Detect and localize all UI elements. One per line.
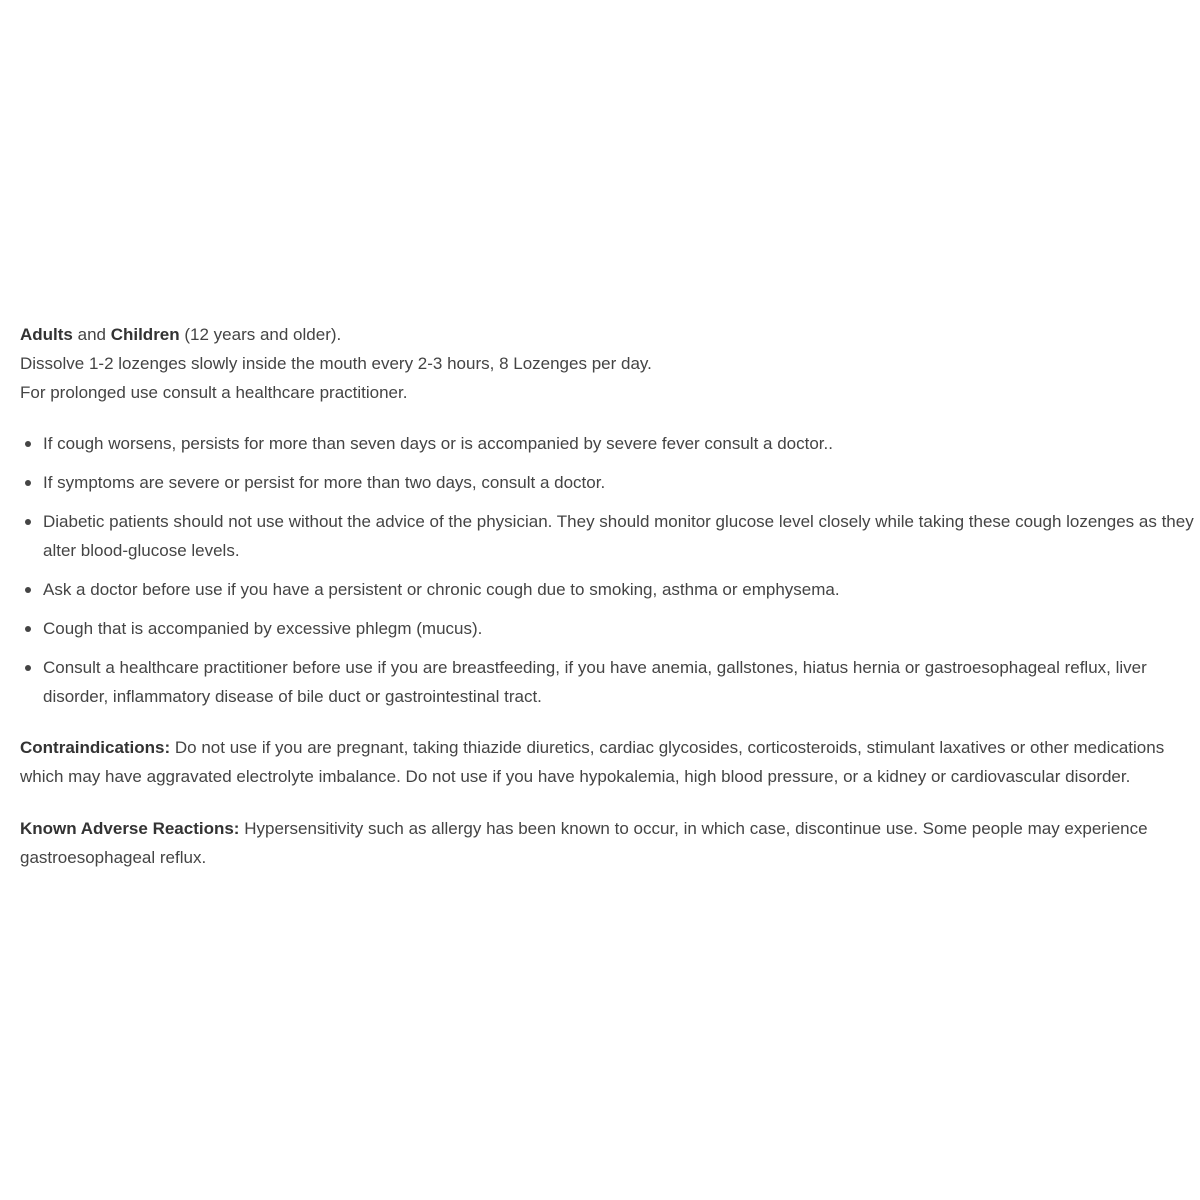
and-text: and: [72, 325, 111, 344]
contraindications-label: Contraindications:: [20, 738, 171, 757]
contraindications-paragraph: [20, 733, 1195, 791]
list-item: [20, 468, 1195, 497]
list-item: [20, 429, 1195, 458]
adults-label: Adults: [20, 325, 73, 344]
adverse-reactions-label: Known Adverse Reactions:: [20, 819, 240, 838]
bullet-icon: [25, 519, 31, 525]
adverse-reactions-text: Hypersensitivity such as allergy has been known to occur, in which case, discontinue use. Some people may experience gastroesophageal reflux.: [20, 819, 1148, 867]
bullet-icon: [25, 480, 31, 486]
list-item: [20, 614, 1195, 643]
list-item: [20, 653, 1195, 711]
dosage-audience-line: [20, 320, 1195, 349]
warning-text: Cough that is accompanied by excessive phlegm (mucus).: [43, 619, 483, 638]
bullet-icon: [25, 626, 31, 632]
bullet-icon: [25, 441, 31, 447]
warning-text: Consult a healthcare practitioner before use if you are breastfeeding, if you have anemia, gallstones, hiatus hernia or gastroesophageal reflux, liver disorder, inflammatory disease of bile duct or gastrointestinal tract.: [43, 658, 1147, 706]
bullet-icon: [25, 587, 31, 593]
contraindications-text: Do not use if you are pregnant, taking thiazide diuretics, cardiac glycosides, corticosteroids, stimulant laxatives or other medications which may have aggravated electrolyte imbalance. Do not use if you have hypokalemia, high blood pressure, or a kidney or cardiovascular disorder.: [20, 738, 1165, 786]
warning-text: If cough worsens, persists for more than seven days or is accompanied by severe fever consult a doctor..: [43, 434, 833, 453]
list-item: [20, 575, 1195, 604]
product-info-text: [20, 320, 1195, 872]
bullet-icon: [25, 665, 31, 671]
warning-text: Diabetic patients should not use without the advice of the physician. They should monitor glucose level closely while taking these cough lozenges as they alter blood-glucose levels.: [43, 512, 1194, 560]
warning-text: If symptoms are severe or persist for more than two days, consult a doctor.: [43, 473, 606, 492]
list-item: [20, 507, 1195, 565]
warnings-list: [20, 429, 1195, 711]
children-label: Children: [110, 325, 180, 344]
age-note: (12 years and older).: [179, 325, 342, 344]
warning-text: Ask a doctor before use if you have a persistent or chronic cough due to smoking, asthma or emphysema.: [43, 580, 840, 599]
prolonged-use-note: For prolonged use consult a healthcare practitioner.: [20, 383, 408, 402]
adverse-reactions-paragraph: [20, 814, 1195, 872]
dosage-instructions: Dissolve 1-2 lozenges slowly inside the mouth every 2-3 hours, 8 Lozenges per day.: [20, 354, 652, 373]
